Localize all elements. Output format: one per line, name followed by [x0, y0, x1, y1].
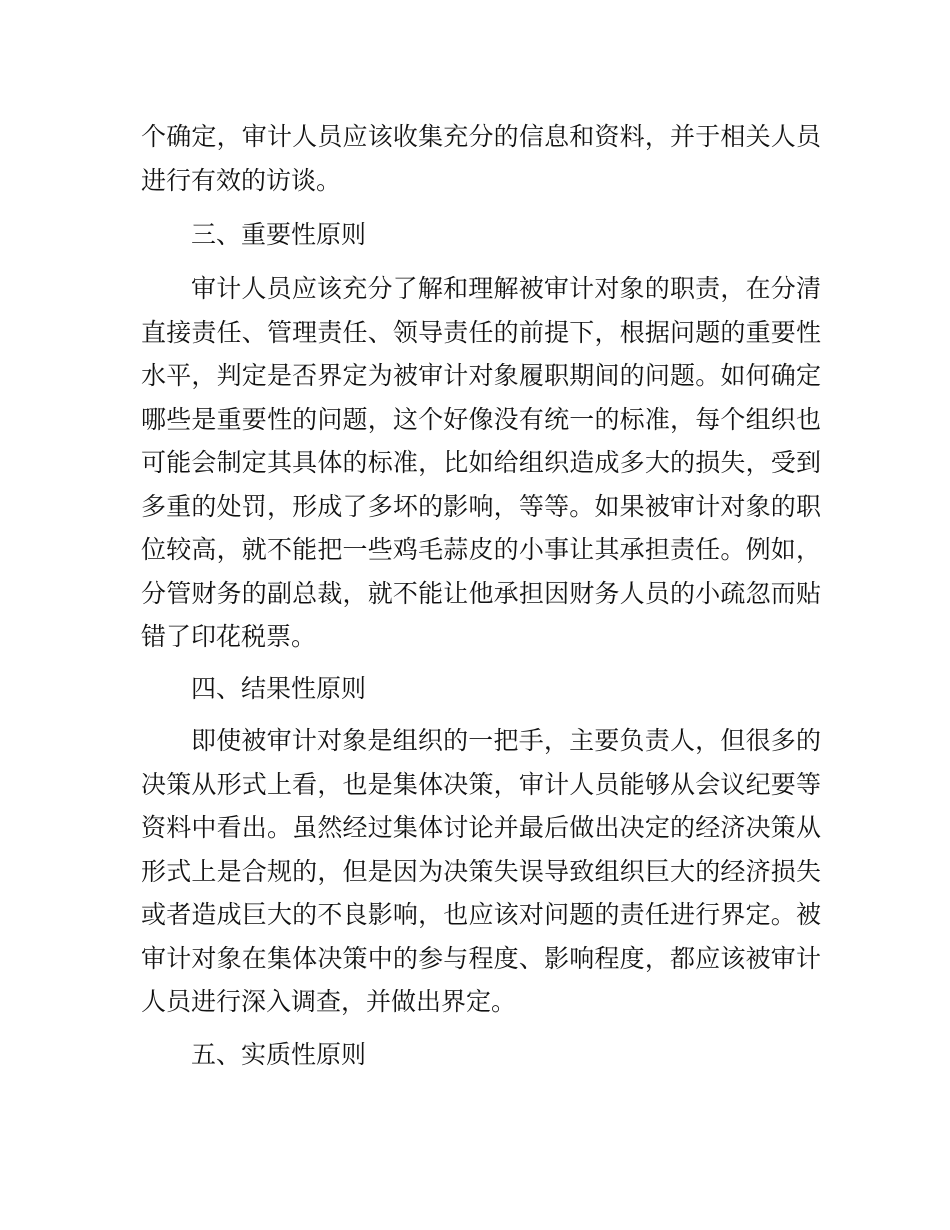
paragraph-line: 个确定，审计人员应该收集充分的信息和资料，并于相关人员 [141, 122, 821, 151]
paragraph-line: 审计对象在集体决策中的参与程度、影响程度，都应该被审计 [141, 944, 821, 973]
paragraph-line: 哪些是重要性的问题，这个好像没有统一的标准，每个组织也 [141, 405, 821, 434]
paragraph-line: 审计人员应该充分了解和理解被审计对象的职责，在分清 [191, 274, 821, 303]
paragraph-line: 或者造成巨大的不良影响，也应该对问题的责任进行界定。被 [141, 900, 821, 929]
paragraph-line: 形式上是合规的，但是因为决策失误导致组织巨大的经济损失 [141, 857, 821, 886]
paragraph-line: 位较高，就不能把一些鸡毛蒜皮的小事让其承担责任。例如， [141, 535, 821, 564]
section-heading-3: 三、重要性原则 [191, 220, 367, 249]
section-heading-5: 五、实质性原则 [191, 1040, 367, 1069]
paragraph-line: 可能会制定其具体的标准，比如给组织造成多大的损失，受到 [141, 448, 821, 477]
paragraph-line: 决策从形式上看，也是集体决策，审计人员能够从会议纪要等 [141, 770, 821, 799]
paragraph-line: 进行有效的访谈。 [141, 166, 342, 195]
paragraph-line: 水平，判定是否界定为被审计对象履职期间的问题。如何确定 [141, 361, 821, 390]
paragraph-line: 即使被审计对象是组织的一把手，主要负责人，但很多的 [191, 726, 821, 755]
paragraph-line: 人员进行深入调查，并做出界定。 [141, 987, 517, 1016]
section-heading-4: 四、结果性原则 [191, 674, 367, 703]
paragraph-line: 多重的处罚，形成了多坏的影响，等等。如果被审计对象的职 [141, 492, 821, 521]
paragraph-line: 直接责任、管理责任、领导责任的前提下，根据问题的重要性 [141, 318, 821, 347]
paragraph-line: 错了印花税票。 [141, 622, 317, 651]
paragraph-line: 分管财务的副总裁，就不能让他承担因财务人员的小疏忽而贴 [141, 579, 821, 608]
paragraph-line: 资料中看出。虽然经过集体讨论并最后做出决定的经济决策从 [141, 813, 821, 842]
